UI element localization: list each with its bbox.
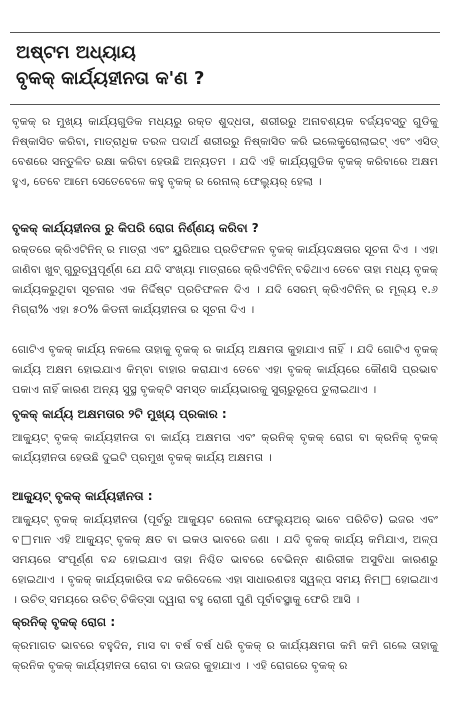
chronic-paragraph: କ୍ରମାଗତ ଭାବରେ ବହୁଦିନ, ମାସ ବା ବର୍ଷ ବର୍ଷ ଧରି ବୃକକ୍ ର କାର୍ଯ୍ୟକ୍ଷମତା କମି କମି ଗଲେ ତାହାକୁ କ୍ରନିକ ବୃକକ୍ କାର୍ଯ୍ୟହୀନତା ରୋଗ ବା ଉଜର କୁହାଯାଏ । ଏହି ରୋଗରେ ବୃକକ୍ ର <box>12 639 438 672</box>
top-rule <box>10 32 440 33</box>
intro-paragraph: ବୃକକ୍ ର ମୁଖ୍ୟ କାର୍ଯ୍ୟଗୁଡିକ ମଧ୍ୟରୁ ରକ୍ତ ଶୁଦ୍ଧତା, ଶରୀରରୁ ଅନାବଶ୍ୟକ ବର୍ଜ୍ୟବସ୍ତୁ ଗୁଡିକୁ ନିଷ୍କାସିତ କରିବା, ମାତ୍ରାଧିକ ତରଳ ପଦାର୍ଥ ଶରୀରରୁ ନିଷ୍କାସିତ କରି ଇଲେକ୍ଟ୍ରୋଲାଇଟ୍ ଏବଂ ଏସିଡ୍ ବେଶରେ ସନ୍ତୁଳିତ ରକ୍ଷା କରିବା ହେଉଛି ଅନ୍ୟତମ । ଯଦି ଏହି କାର୍ଯ୍ୟଗୁଡିକ ବୃକକ୍ କରିବାରେ ଅକ୍ଷମ ହୁଏ, ତେବେ ଆମେ ସେତେବେଳେ କହୁ ବୃକକ୍ ର ରେନାଲ୍ ଫେଲ୍ୟୁର୍ ହେଲା । <box>12 115 438 188</box>
chapter-label: ଅଷ୍ଟମ ଅଧ୍ୟାୟ <box>16 42 136 63</box>
acute-heading: ଆକ୍ୟୁଟ୍ ବୃକକ୍ କାର୍ଯ୍ୟହୀନତା : <box>12 489 153 503</box>
types-paragraph: ଆକ୍ୟୁଟ୍ ବୃକକ୍ କାର୍ଯ୍ୟହୀନତା ବା କାର୍ଯ୍ୟ ଅକ୍ଷମତା ଏବଂ କ୍ରନିକ୍ ବୃକକ୍ ରୋଗ ବା କ୍ରନିକ୍ ବୃକକ୍ କାର୍ଯ୍ୟହୀନତା ହେଉଛି ଦୁଇଟି ପ୍ରମୁଖ ବୃକକ୍ କାର୍ଯ୍ୟ ଅକ୍ଷମତା । <box>12 431 438 464</box>
acute-paragraph: ଆକ୍ୟୁଟ୍ ବୃକକ୍ କାର୍ଯ୍ୟହୀନତା (ପୂର୍ବରୁ ଆକ୍ୟୁଟ ରେନାଲ ଫେଲ୍ୟୁଅର୍ ଭାବେ ପରିଚିତ) ଇଜର ଏବଂ ବ□ମାନ ଏହି ଆକ୍ୟୁଟ୍ ବୃକକ୍ କ୍ଷତ ବା ଇକଓ ଭାବରେ ଜଣା । ଯଦି ବୃକକ୍ କାର୍ଯ୍ୟ କମିଯାଏ, ଅଳ୍ପ ସମୟରେ ସଂପୂର୍ଣ୍ଣ ବନ୍ଦ ହୋଇଯାଏ ତାହା ନିଶ୍ଚିତ ଭାବରେ ବେଭିନ୍ନ ଶାରିରୀକ ଅସୁବିଧା କାରଣରୁ ହୋଇଥାଏ । ବୃକକ୍ କାର୍ଯ୍ୟକାରିତା ବନ୍ଦ କରିଦେଲେ ଏହା ସାଧାରଣତଃ ସ୍ୱଳ୍ପ ସମୟ ନିମ□ ହୋଇଥାଏ । ଉଚିତ୍ ସମୟରେ ଉଚିତ୍ ଚିକିତ୍ସା ଦ୍ୱାରା ବହୁ ରୋଗୀ ପୁଣି ପୂର୍ବାବସ୍ଥାକୁ ଫେରି ଆସି । <box>12 513 438 606</box>
chapter-title: ବୃକକ୍ କାର୍ଯ୍ୟହୀନତା କ'ଣ ? <box>16 68 205 89</box>
types-heading: ବୃକକ୍ କାର୍ଯ୍ୟ ଅକ୍ଷମତାର ୨ଟି ମୁଖ୍ୟ ପ୍ରକାର : <box>12 407 227 421</box>
title-divider <box>10 104 440 105</box>
diagnosis-heading: ବୃକକ୍ କାର୍ଯ୍ୟହୀନତା ରୁ କିପରି ରୋଗ ନିର୍ଣ୍ଣୟ କରିବା ? <box>12 221 259 235</box>
diagnosis-paragraph-1: ରକ୍ତରେ କ୍ରିଏଟିନିନ୍ ର ମାତ୍ରା ଏବଂ ୟୁରିଆର ପ୍ରତିଫଳନ ବୃକକ୍ କାର୍ଯ୍ୟଦକ୍ଷତାର ସୂଚନା ଦିଏ । ଏହା ଜାଣିବା ଖୁବ୍ ଗୁରୁତ୍ୱପୂର୍ଣ୍ଣ ଯେ ଯଦି ସଂଖ୍ୟା ମାତ୍ରାରେ କ୍ରିଏଟିନିନ୍ ବଢିଥାଏ ତେବେ ତାହା ମଧ୍ୟ ବୃକକ୍ କାର୍ଯ୍ୟକରୁଥିବା ସୂଚନାର ଏକ ନିର୍ଦ୍ଦିଷ୍ଟ ପ୍ରତିଫଳନ ଦିଏ । ଯଦି ସେରମ୍ କ୍ରିଏଟିନିନ୍ ର ମୂଲ୍ୟ ୧.୬ ମିଗ୍ରା% ଏହା ୫୦% କିଡନୀ କାର୍ଯ୍ୟହୀନତା ର ସୂଚନା ଦିଏ । <box>12 243 439 316</box>
diagnosis-paragraph-2: ଗୋଟିଏ ବୃକକ୍ କାର୍ଯ୍ୟ ନକଲେ ତାହାକୁ ବୃକକ୍ ର କାର୍ଯ୍ୟ ଅକ୍ଷମତା କୁହାଯାଏ ନାହିଁ । ଯଦି ଗୋଟିଏ ବୃକକ୍ କାର୍ଯ୍ୟ ଅକ୍ଷମ ହୋଇଯାଏ କିମ୍ବା ବାହାର କରାଯାଏ ତେବେ ଏହା ବୃକକ୍ କାର୍ଯ୍ୟରେ କୌଣସି ପ୍ରଭାବ ପକାଏ ନାହିଁ କାରଣ ଅନ୍ୟ ସୁସ୍ଥ ବୃକକ୍ଟି ସମସ୍ତ କାର୍ଯ୍ୟଭାରକୁ ସୁଚାରୁରୂପେ ତୁଲାଇଥାଏ । <box>12 343 438 396</box>
chronic-heading: କ୍ରନିକ୍ ବୃକକ୍ ରୋଗ : <box>12 615 116 629</box>
